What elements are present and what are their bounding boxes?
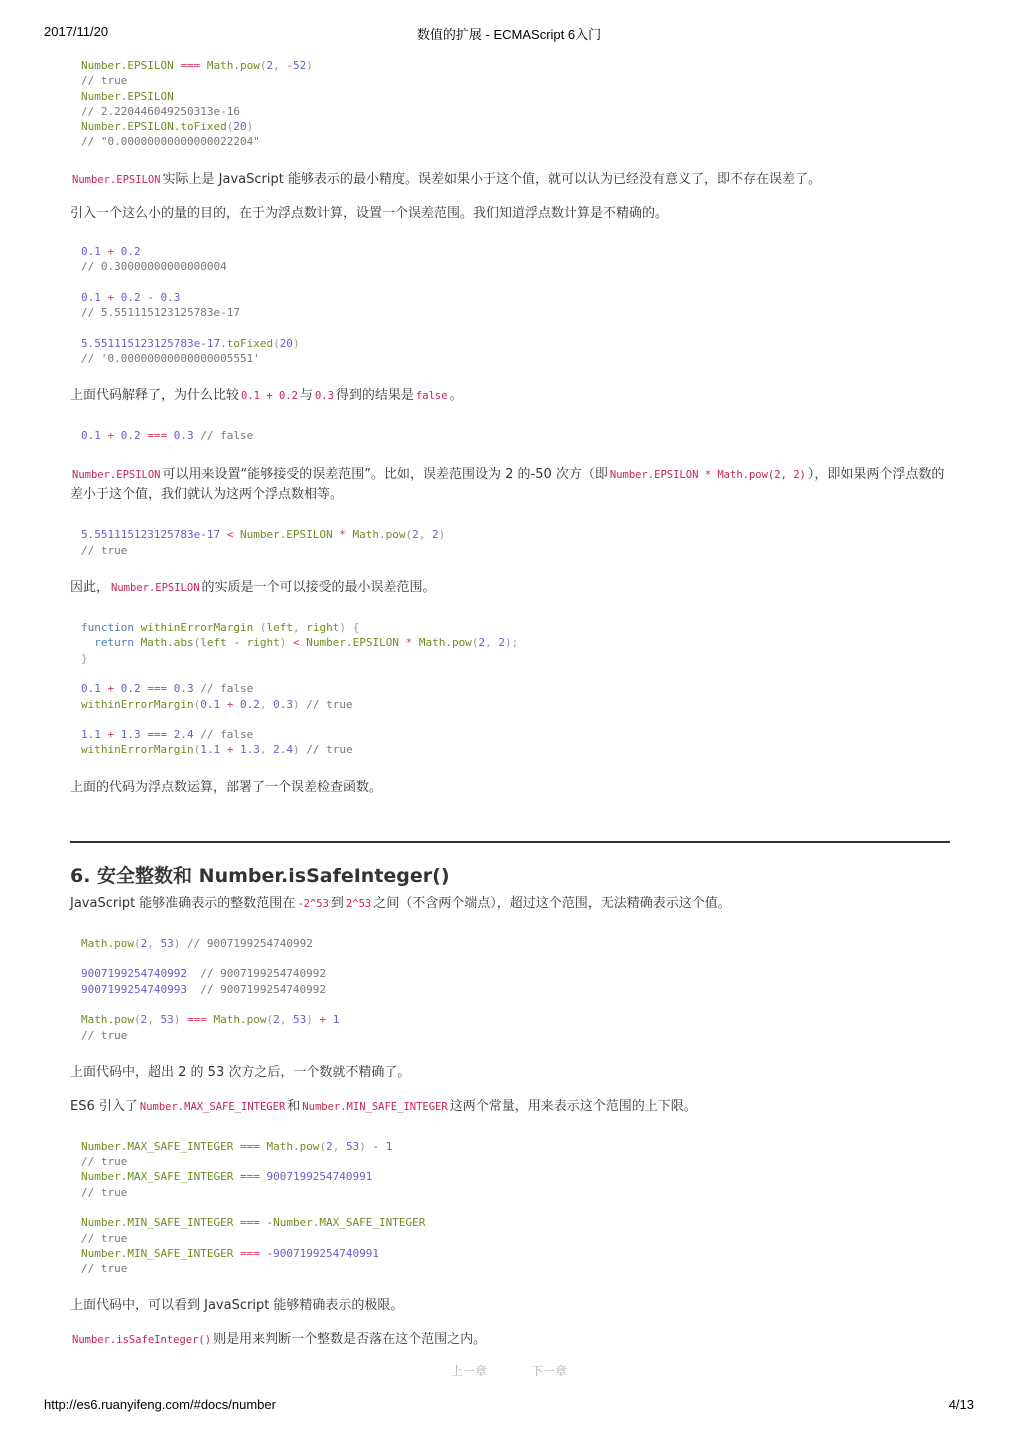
- article-content: [70, 58, 950, 1350]
- print-url: http://es6.ruanyifeng.com/#docs/number: [44, 1397, 276, 1412]
- paragraph: 上面代码中，超出 2 的 53 次方之后，一个数就不精确了。: [70, 1064, 411, 1080]
- paragraph: 上面的代码为浮点数运算，部署了一个误差检查函数。: [70, 779, 383, 795]
- paragraph: Number.isSafeInteger() 则是用来判断一个整数是否落在这个范围之内。: [72, 1332, 487, 1348]
- section-heading: 6. 安全整数和 Number.isSafeInteger(): [70, 864, 450, 887]
- inline-code: Number.MAX_SAFE_INTEGER: [139, 1100, 286, 1113]
- code-line: // 5.551115123125783e-17: [81, 305, 240, 319]
- code-line: Number.MAX_SAFE_INTEGER === 9007199254740991: [81, 1170, 373, 1184]
- code-line: 1.1 + 1.3 === 2.4 // false: [81, 728, 254, 742]
- inline-code: Number.MIN_SAFE_INTEGER: [302, 1100, 448, 1113]
- code-line: // 0.30000000000000004: [81, 260, 227, 274]
- code-line: 0.1 + 0.2 === 0.3 // false: [81, 429, 254, 443]
- print-footer: [0, 1397, 1018, 1417]
- code-line: // true: [81, 1028, 128, 1042]
- inline-code: Number.EPSILON: [111, 582, 200, 595]
- code-line: withinErrorMargin(1.1 + 1.3, 2.4) // true: [81, 743, 353, 757]
- paragraph: Number.EPSILON 实际上是 JavaScript 能够表示的最小精度。误差如果小于这个值，就可以认为已经没有意义了，即不存在误差了。: [72, 171, 821, 187]
- paragraph: 上面代码解释了，为什么比较 0.1 + 0.2 与 0.3 得到的结果是 false 。: [70, 388, 463, 404]
- code-line: 5.551115123125783e-17.toFixed(20): [81, 336, 300, 350]
- code-line: // true: [81, 74, 128, 88]
- code-block: [70, 620, 950, 758]
- code-block: [70, 428, 950, 443]
- code-line: // '0.00000000000000005551': [81, 351, 260, 365]
- inline-code: Number.EPSILON * Math.pow(2, 2): [609, 469, 806, 482]
- paragraph: 因此， Number.EPSILON 的实质是一个可以接受的最小误差范围。: [70, 580, 436, 596]
- code-line: // true: [81, 1262, 128, 1276]
- code-line: Number.MIN_SAFE_INTEGER === -9007199254740991: [81, 1246, 380, 1260]
- paragraph: 引入一个这么小的量的目的，在于为浮点数计算，设置一个误差范围。我们知道浮点数计算是不精确的。: [70, 205, 669, 221]
- inline-code: -2^53: [297, 897, 329, 910]
- code-block: [70, 244, 950, 366]
- code-line: 0.1 + 0.2 - 0.3: [81, 290, 181, 304]
- code-line: }: [81, 651, 88, 665]
- inline-code: Number.isSafeInteger(): [72, 1334, 212, 1347]
- prev-chapter-link[interactable]: 上一章: [451, 1364, 488, 1378]
- inline-code: Number.EPSILON: [72, 173, 161, 186]
- code-line: 9007199254740992 // 9007199254740992: [81, 967, 327, 981]
- code-line: 5.551115123125783e-17 < Number.EPSILON * Math.pow(2, 2): [81, 528, 446, 542]
- code-line: // true: [81, 1185, 128, 1199]
- inline-code: false: [415, 390, 448, 403]
- code-line: 0.1 + 0.2: [81, 244, 141, 258]
- inline-code: 2^53: [345, 897, 372, 910]
- code-line: function withinErrorMargin (left, right) {: [81, 621, 360, 635]
- code-line: // 2.220446049250313e-16: [81, 104, 240, 118]
- inline-code: Number.EPSILON: [72, 469, 161, 482]
- inline-code: 0.1 + 0.2: [241, 390, 298, 403]
- code-block: [70, 1139, 950, 1277]
- code-line: Number.MIN_SAFE_INTEGER === -Number.MAX_SAFE_INTEGER: [81, 1216, 426, 1230]
- code-line: // true: [81, 1231, 128, 1245]
- print-page-number: 4/13: [948, 1397, 974, 1412]
- code-block: [70, 936, 950, 1043]
- section-divider: [70, 841, 950, 843]
- code-block: [70, 527, 950, 558]
- inline-code: 0.3: [314, 390, 334, 403]
- print-title: 数值的扩展 - ECMAScript 6入门: [416, 27, 602, 42]
- code-line: return Math.abs(left - right) < Number.EPSILON * Math.pow(2, 2);: [94, 636, 519, 650]
- code-line: Math.pow(2, 53) // 9007199254740992: [81, 936, 313, 950]
- code-block: [70, 58, 950, 150]
- code-line: 9007199254740993 // 9007199254740992: [81, 982, 327, 996]
- code-line: Number.MAX_SAFE_INTEGER === Math.pow(2, 53) - 1: [81, 1139, 393, 1153]
- paragraph: Number.EPSILON 可以用来设置“能够接受的误差范围”。比如，误差范围设为 2 的-50 次方（即 Number.EPSILON * Math.pow(2, 2) ），即如果两个浮点数的差小于这个值，我们就认为这两个浮点数相等。: [70, 467, 945, 503]
- code-line: // true: [81, 543, 128, 557]
- paragraph: ES6 引入了 Number.MAX_SAFE_INTEGER 和 Number.MIN_SAFE_INTEGER 这两个常量，用来表示这个范围的上下限。: [70, 1098, 697, 1114]
- print-header: [0, 24, 1018, 44]
- code-line: // true: [81, 1155, 128, 1169]
- next-chapter-link[interactable]: 下一章: [531, 1364, 568, 1378]
- code-line: Number.EPSILON === Math.pow(2, -52): [81, 59, 313, 72]
- code-line: withinErrorMargin(0.1 + 0.2, 0.3) // true: [81, 697, 353, 711]
- paragraph: 上面代码中，可以看到 JavaScript 能够精确表示的极限。: [70, 1298, 404, 1314]
- code-line: // "0.00000000000000022204": [81, 135, 260, 149]
- code-line: 0.1 + 0.2 === 0.3 // false: [81, 682, 254, 696]
- paragraph: JavaScript 能够准确表示的整数范围在 -2^53 到 2^53 之间（不含两个端点），超过这个范围，无法精确表示这个值。: [70, 895, 731, 911]
- code-line: Number.EPSILON.toFixed(20): [81, 120, 254, 134]
- code-line: Math.pow(2, 53) === Math.pow(2, 53) + 1: [81, 1013, 340, 1027]
- print-date: 2017/11/20: [44, 24, 109, 39]
- code-line: Number.EPSILON: [81, 89, 174, 103]
